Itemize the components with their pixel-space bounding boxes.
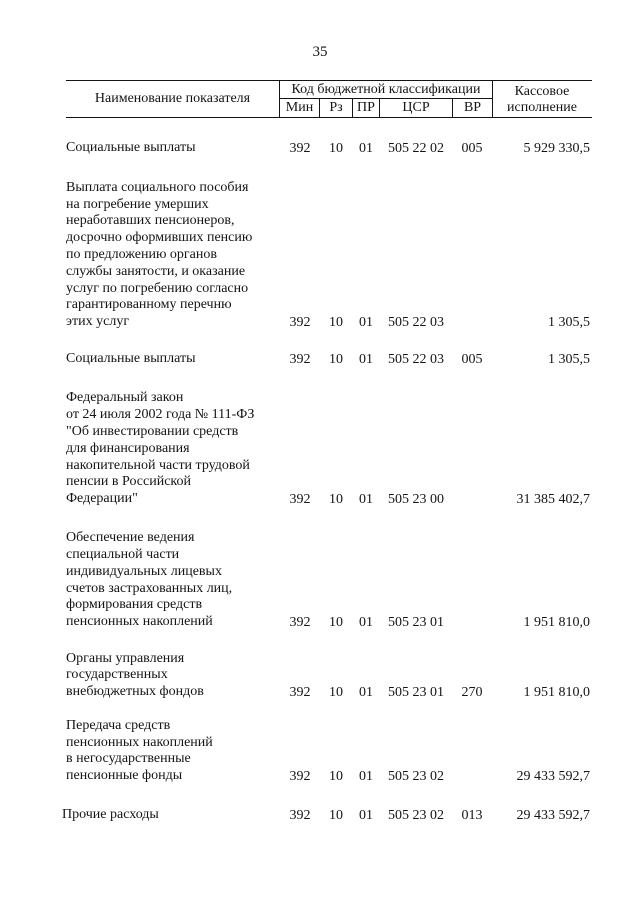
row-kas: 29 433 592,7 <box>516 808 590 823</box>
header-rz-label: Рз <box>329 100 343 115</box>
row-name: Обеспечение ведения специальной части индивидуальных лицевых счетов застрахованных лиц, формирования средств пенсионных накоплений <box>66 530 233 630</box>
row-name: Органы управления государственных внебюджетных фондов <box>66 650 204 700</box>
row-vr: 005 <box>461 141 483 156</box>
row-min: 392 <box>289 141 311 156</box>
row-pr: 01 <box>359 808 373 823</box>
row-csr: 505 22 02 <box>388 141 444 156</box>
header-code-group-label: Код бюджетной классификации <box>291 81 481 97</box>
row-pr: 01 <box>359 141 373 156</box>
table-row <box>0 390 640 508</box>
row-name: Передача средств пенсионных накоплений в негосударственные пенсионные фонды <box>66 717 213 784</box>
header-csr-label: ЦСР <box>402 100 430 115</box>
row-csr: 505 22 03 <box>388 352 444 367</box>
row-kas: 29 433 592,7 <box>516 769 590 784</box>
table-row <box>0 651 640 701</box>
row-pr: 01 <box>359 769 373 784</box>
row-csr: 505 23 01 <box>388 615 444 630</box>
row-vr: 013 <box>461 808 483 823</box>
row-name: Выплата социального пособия на погребение умерших неработавших пенсионеров, досрочно оформивших пенсию по предложению органов службы занятости, и оказание услуг по погребению согласно гарантированному перечню этих услуг <box>66 179 253 330</box>
header-kas-label: Кассовое исполнение <box>507 84 577 115</box>
row-name: Федеральный закон от 24 июля 2002 года № 111-ФЗ "Об инвестировании средств для финансирования накопительной части трудовой пенсии в Российской Федерации" <box>66 390 255 507</box>
row-pr: 01 <box>359 492 373 507</box>
row-rz: 10 <box>329 352 343 367</box>
header-min-label: Мин <box>285 100 314 115</box>
row-min: 392 <box>289 315 311 330</box>
row-rz: 10 <box>329 615 343 630</box>
row-kas: 31 385 402,7 <box>516 492 590 507</box>
row-rz: 10 <box>329 685 343 700</box>
row-kas: 5 929 330,5 <box>523 141 590 156</box>
row-vr: 005 <box>461 352 483 367</box>
row-min: 392 <box>289 492 311 507</box>
row-min: 392 <box>289 808 311 823</box>
row-vr: 270 <box>461 685 483 700</box>
row-rz: 10 <box>329 808 343 823</box>
row-kas: 1 951 810,0 <box>523 685 590 700</box>
row-pr: 01 <box>359 615 373 630</box>
header-pr-label: ПР <box>357 100 375 115</box>
row-csr: 505 23 02 <box>388 808 444 823</box>
row-csr: 505 23 00 <box>388 492 444 507</box>
table-row <box>0 176 640 331</box>
row-kas: 1 951 810,0 <box>523 615 590 630</box>
header-name-label: Наименование показателя <box>94 91 251 106</box>
row-rz: 10 <box>329 315 343 330</box>
table-row <box>0 807 640 824</box>
row-csr: 505 23 01 <box>388 685 444 700</box>
row-min: 392 <box>289 352 311 367</box>
row-kas: 1 305,5 <box>548 315 590 330</box>
row-min: 392 <box>289 769 311 784</box>
table-row <box>0 351 640 368</box>
page-number: 35 <box>312 44 328 60</box>
row-name: Социальные выплаты <box>66 140 196 156</box>
table-row <box>0 718 640 785</box>
row-name: Прочие расходы <box>62 807 159 823</box>
row-min: 392 <box>289 615 311 630</box>
row-rz: 10 <box>329 769 343 784</box>
row-pr: 01 <box>359 315 373 330</box>
table-row <box>0 140 640 157</box>
row-pr: 01 <box>359 352 373 367</box>
table-row <box>0 530 640 631</box>
row-pr: 01 <box>359 685 373 700</box>
row-rz: 10 <box>329 141 343 156</box>
row-name: Социальные выплаты <box>66 351 196 367</box>
row-csr: 505 23 02 <box>388 769 444 784</box>
row-kas: 1 305,5 <box>548 352 590 367</box>
row-csr: 505 22 03 <box>388 315 444 330</box>
header-vr-label: ВР <box>463 100 482 115</box>
row-rz: 10 <box>329 492 343 507</box>
row-min: 392 <box>289 685 311 700</box>
